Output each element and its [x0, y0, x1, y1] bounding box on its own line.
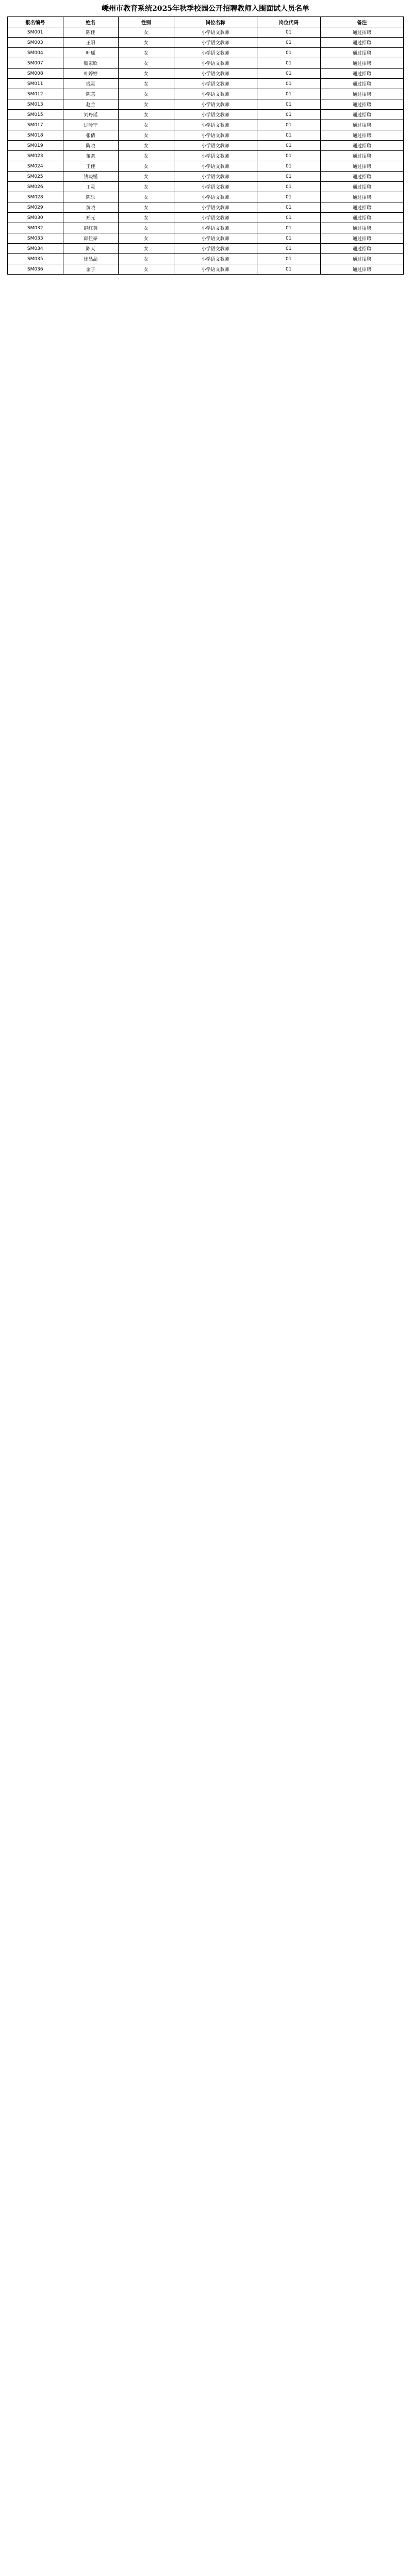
table-row [8, 141, 404, 151]
cell-position-code: 01 [257, 223, 320, 233]
cell-name: 过吟宁 [63, 120, 119, 130]
header-name: 姓名 [63, 17, 119, 27]
cell-gender: 女 [119, 202, 174, 213]
header-reg-no: 报名编号 [8, 17, 63, 27]
cell-reg-no: SM036 [8, 264, 63, 275]
cell-position: 小学语文教师 [174, 151, 257, 161]
cell-remark: 通过招聘 [320, 182, 403, 192]
table-row [8, 110, 404, 120]
cell-name: 董凯 [63, 151, 119, 161]
cell-reg-no: SM032 [8, 223, 63, 233]
cell-reg-no: SM029 [8, 202, 63, 213]
cell-name: 钱晓媛 [63, 172, 119, 182]
cell-gender: 女 [119, 161, 174, 172]
cell-remark: 通过招聘 [320, 213, 403, 223]
cell-position-code: 01 [257, 264, 320, 275]
cell-position: 小学语文教师 [174, 223, 257, 233]
cell-position: 小学语文教师 [174, 69, 257, 79]
page-title: 嵊州市教育系统2025年秋季校园公开招聘教师入围面试人员名单 [102, 5, 309, 13]
cell-position-code: 01 [257, 244, 320, 254]
table-row [8, 161, 404, 172]
cell-name: 丁灵 [63, 182, 119, 192]
cell-remark: 通过招聘 [320, 69, 403, 79]
table-row [8, 120, 404, 130]
cell-reg-no: SM011 [8, 79, 63, 89]
cell-position: 小学语文教师 [174, 213, 257, 223]
cell-name: 赵兰 [63, 99, 119, 110]
cell-reg-no: SM033 [8, 233, 63, 244]
cell-gender: 女 [119, 69, 174, 79]
table-row [8, 151, 404, 161]
cell-position-code: 01 [257, 254, 320, 264]
cell-reg-no: SM035 [8, 254, 63, 264]
cell-gender: 女 [119, 244, 174, 254]
cell-position: 小学语文教师 [174, 182, 257, 192]
cell-remark: 通过招聘 [320, 264, 403, 275]
cell-reg-no: SM015 [8, 110, 63, 120]
cell-name: 陈佳 [63, 27, 119, 38]
table-row [8, 38, 404, 48]
cell-remark: 通过招聘 [320, 79, 403, 89]
cell-reg-no: SM028 [8, 192, 63, 202]
cell-name: 徐晶晶 [63, 254, 119, 264]
table-row [8, 202, 404, 213]
header-remark: 备注 [320, 17, 403, 27]
cell-position: 小学语文教师 [174, 172, 257, 182]
cell-name: 魏家欣 [63, 58, 119, 69]
cell-position-code: 01 [257, 172, 320, 182]
cell-position: 小学语文教师 [174, 264, 257, 275]
cell-name: 叶婷婷 [63, 69, 119, 79]
header-gender: 性别 [119, 17, 174, 27]
cell-name: 陈天 [63, 244, 119, 254]
cell-remark: 通过招聘 [320, 110, 403, 120]
cell-name: 钱灵 [63, 79, 119, 89]
cell-position-code: 01 [257, 27, 320, 38]
cell-name: 王阳 [63, 38, 119, 48]
cell-remark: 通过招聘 [320, 99, 403, 110]
table-body [8, 27, 404, 275]
cell-gender: 女 [119, 233, 174, 244]
cell-reg-no: SM023 [8, 151, 63, 161]
cell-position: 小学语文教师 [174, 38, 257, 48]
cell-gender: 女 [119, 254, 174, 264]
cell-position-code: 01 [257, 130, 320, 141]
table-row [8, 69, 404, 79]
cell-gender: 女 [119, 27, 174, 38]
cell-position: 小学语文教师 [174, 161, 257, 172]
table-row [8, 130, 404, 141]
table-row [8, 264, 404, 275]
table-row [8, 213, 404, 223]
cell-gender: 女 [119, 58, 174, 69]
cell-remark: 通过招聘 [320, 27, 403, 38]
cell-position-code: 01 [257, 48, 320, 58]
cell-position-code: 01 [257, 79, 320, 89]
cell-position: 小学语文教师 [174, 58, 257, 69]
cell-position: 小学语文教师 [174, 192, 257, 202]
cell-reg-no: SM030 [8, 213, 63, 223]
cell-position-code: 01 [257, 161, 320, 172]
cell-reg-no: SM026 [8, 182, 63, 192]
cell-reg-no: SM007 [8, 58, 63, 69]
cell-position-code: 01 [257, 192, 320, 202]
cell-reg-no: SM008 [8, 69, 63, 79]
header-position-code: 岗位代码 [257, 17, 320, 27]
cell-gender: 女 [119, 141, 174, 151]
cell-position: 小学语文教师 [174, 48, 257, 58]
table-row [8, 172, 404, 182]
cell-reg-no: SM019 [8, 141, 63, 151]
cell-position: 小学语文教师 [174, 244, 257, 254]
cell-position-code: 01 [257, 58, 320, 69]
cell-position: 小学语文教师 [174, 141, 257, 151]
cell-reg-no: SM012 [8, 89, 63, 99]
cell-remark: 通过招聘 [320, 202, 403, 213]
cell-name: 赵红英 [63, 223, 119, 233]
cell-gender: 女 [119, 99, 174, 110]
table-row [8, 254, 404, 264]
cell-name: 邱佳豪 [63, 233, 119, 244]
cell-position: 小学语文教师 [174, 254, 257, 264]
cell-reg-no: SM034 [8, 244, 63, 254]
cell-gender: 女 [119, 130, 174, 141]
header-position: 岗位名称 [174, 17, 257, 27]
cell-remark: 通过招聘 [320, 233, 403, 244]
cell-gender: 女 [119, 213, 174, 223]
cell-position: 小学语文教师 [174, 79, 257, 89]
table-row [8, 27, 404, 38]
cell-remark: 通过招聘 [320, 172, 403, 182]
cell-remark: 通过招聘 [320, 130, 403, 141]
cell-reg-no: SM003 [8, 38, 63, 48]
table-header-row [8, 17, 404, 27]
cell-remark: 通过招聘 [320, 151, 403, 161]
cell-name: 刘丹瑶 [63, 110, 119, 120]
cell-position: 小学语文教师 [174, 89, 257, 99]
cell-position: 小学语文教师 [174, 233, 257, 244]
cell-gender: 女 [119, 120, 174, 130]
cell-position-code: 01 [257, 182, 320, 192]
cell-reg-no: SM017 [8, 120, 63, 130]
cell-gender: 女 [119, 223, 174, 233]
cell-reg-no: SM004 [8, 48, 63, 58]
cell-gender: 女 [119, 38, 174, 48]
cell-position-code: 01 [257, 213, 320, 223]
cell-remark: 通过招聘 [320, 254, 403, 264]
table-row [8, 48, 404, 58]
table-row [8, 192, 404, 202]
cell-position: 小学语文教师 [174, 27, 257, 38]
cell-position-code: 01 [257, 202, 320, 213]
table-row [8, 182, 404, 192]
cell-gender: 女 [119, 89, 174, 99]
cell-remark: 通过招聘 [320, 244, 403, 254]
table-row [8, 223, 404, 233]
table-row [8, 89, 404, 99]
candidate-table [7, 16, 404, 275]
cell-remark: 通过招聘 [320, 161, 403, 172]
cell-position-code: 01 [257, 141, 320, 151]
table-row [8, 233, 404, 244]
cell-position: 小学语文教师 [174, 202, 257, 213]
cell-reg-no: SM024 [8, 161, 63, 172]
cell-gender: 女 [119, 182, 174, 192]
cell-position-code: 01 [257, 89, 320, 99]
cell-remark: 通过招聘 [320, 89, 403, 99]
cell-position: 小学语文教师 [174, 120, 257, 130]
cell-gender: 女 [119, 79, 174, 89]
cell-name: 郑元 [63, 213, 119, 223]
table-row [8, 99, 404, 110]
cell-name: 张倩 [63, 130, 119, 141]
cell-gender: 女 [119, 151, 174, 161]
cell-gender: 女 [119, 48, 174, 58]
cell-position: 小学语文教师 [174, 130, 257, 141]
cell-position-code: 01 [257, 99, 320, 110]
cell-position-code: 01 [257, 233, 320, 244]
cell-position-code: 01 [257, 110, 320, 120]
cell-reg-no: SM018 [8, 130, 63, 141]
cell-remark: 通过招聘 [320, 58, 403, 69]
cell-name: 黄晓 [63, 202, 119, 213]
cell-position: 小学语文教师 [174, 99, 257, 110]
cell-remark: 通过招聘 [320, 141, 403, 151]
cell-gender: 女 [119, 264, 174, 275]
cell-reg-no: SM013 [8, 99, 63, 110]
cell-position: 小学语文教师 [174, 110, 257, 120]
cell-remark: 通过招聘 [320, 223, 403, 233]
cell-name: 陈乐 [63, 192, 119, 202]
table-row [8, 244, 404, 254]
cell-position-code: 01 [257, 38, 320, 48]
page [0, 4, 411, 275]
cell-gender: 女 [119, 172, 174, 182]
cell-gender: 女 [119, 192, 174, 202]
cell-name: 陈慧 [63, 89, 119, 99]
cell-reg-no: SM001 [8, 27, 63, 38]
table-row [8, 58, 404, 69]
cell-name: 金子 [63, 264, 119, 275]
cell-reg-no: SM025 [8, 172, 63, 182]
cell-remark: 通过招聘 [320, 38, 403, 48]
cell-remark: 通过招聘 [320, 120, 403, 130]
cell-remark: 通过招聘 [320, 48, 403, 58]
cell-name: 叶瑶 [63, 48, 119, 58]
table-row [8, 79, 404, 89]
cell-name: 王佳 [63, 161, 119, 172]
cell-position-code: 01 [257, 69, 320, 79]
cell-remark: 通过招聘 [320, 192, 403, 202]
cell-name: 陶晓 [63, 141, 119, 151]
cell-position-code: 01 [257, 120, 320, 130]
cell-gender: 女 [119, 110, 174, 120]
cell-position-code: 01 [257, 151, 320, 161]
